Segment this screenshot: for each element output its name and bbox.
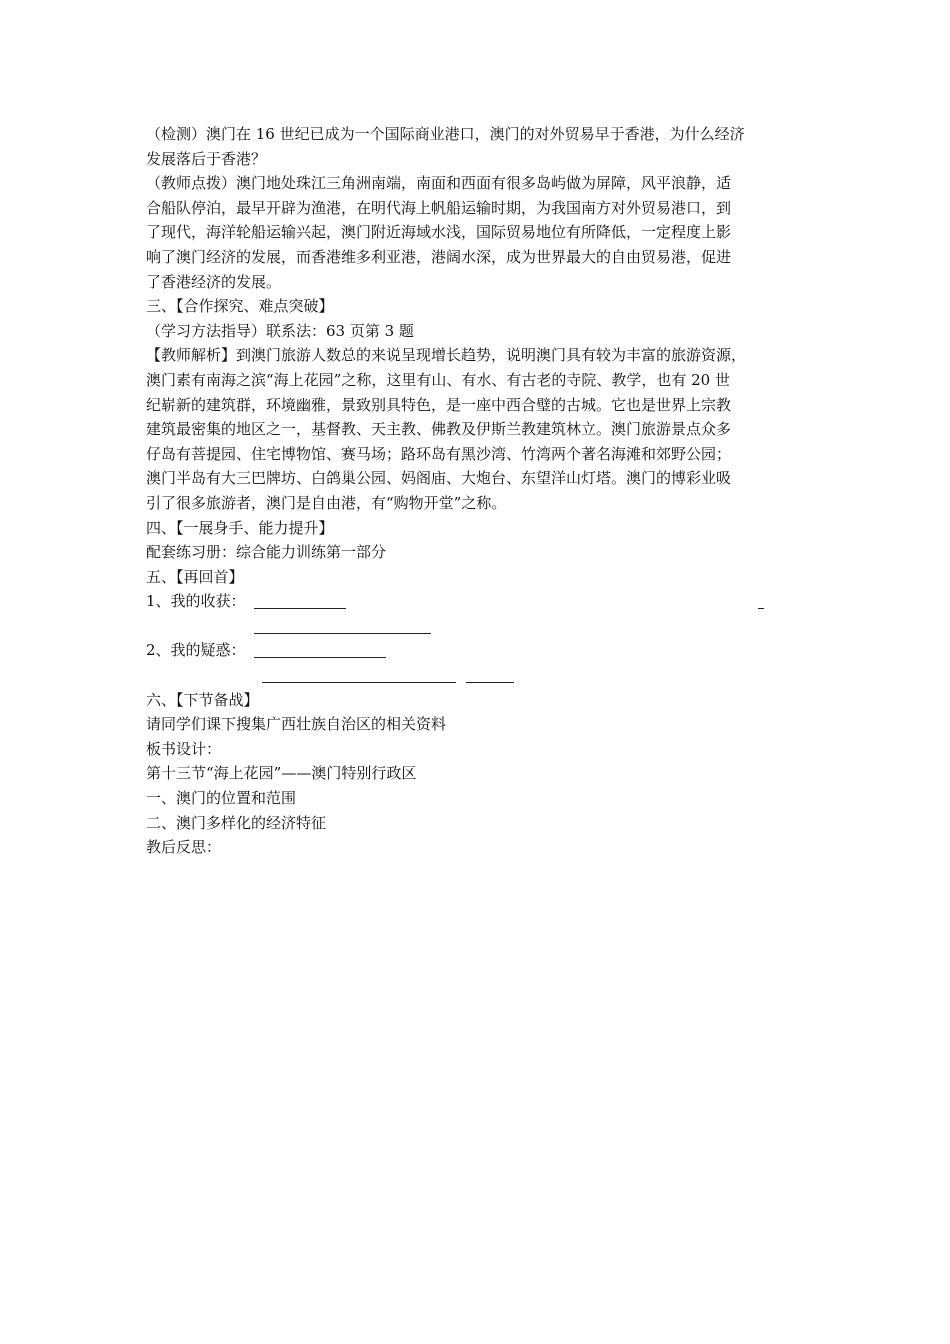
text-line: 合船队停泊，最早开辟为渔港，在明代海上帆船运输时期，为我国南方对外贸易港口，到 [146, 198, 732, 217]
text-line: 了现代，海洋轮船运输兴起，澳门附近海域水浅，国际贸易地位有所降低，一定程度上影 [146, 223, 732, 242]
section-heading: 四、【一展身手、能力提升】 [146, 518, 334, 537]
document-page [146, 122, 811, 860]
text-line: （教师点拨）澳门地处珠江三角洲南端，南面和西面有很多岛屿做为屏障，风平浪静，适 [146, 174, 732, 193]
section-heading: 三、【合作探究、难点突破】 [146, 297, 334, 316]
harvest-blank-end [758, 608, 764, 609]
doubt-row-continued [146, 663, 811, 688]
harvest-blank-2[interactable] [254, 633, 431, 634]
doubt-blank-3[interactable] [466, 682, 514, 683]
text-line: 澳门素有南海之滨“海上花园”之称，这里有山、有水、有古老的寺院、教学，也有 20 世 [146, 370, 730, 389]
text-line: 仔岛有菩提园、住宅博物馆、赛马场；路环岛有黑沙湾、竹湾两个著名海滩和郊野公园； [146, 444, 732, 463]
text-line: 发展落后于香港？ [146, 149, 267, 168]
text-line: 【教师解析】到澳门旅游人数总的来说呈现增长趋势，说明澳门具有较为丰富的旅游资源， [146, 346, 747, 365]
text-line: 澳门半岛有大三巴牌坊、白鸽巢公园、妈阁庙、大炮台、东望洋山灯塔。澳门的博彩业吸 [146, 469, 732, 488]
text-line: （检测）澳门在 16 世纪已成为一个国际商业港口，澳门的对外贸易早于香港，为什么经济 [146, 125, 745, 143]
board-item: 二、澳门多样化的经济特征 [146, 813, 327, 832]
text-line: 教后反思： [146, 838, 222, 857]
board-item: 一、澳门的位置和范围 [146, 789, 297, 808]
section-heading: 六、【下节备战】 [146, 690, 259, 709]
harvest-label: 1、我的收获： [146, 592, 246, 611]
text-line: 配套练习册：综合能力训练第一部分 [146, 543, 387, 562]
doubt-blank-2[interactable] [262, 682, 456, 683]
text-line: 了香港经济的发展。 [146, 272, 282, 291]
text-line: 建筑最密集的地区之一，基督教、天主教、佛教及伊斯兰教建筑林立。澳门旅游景点众多 [146, 420, 732, 439]
section-heading: 五、【再回首】 [146, 567, 244, 586]
text-line: （学习方法指导）联系法：63 页第 3 题 [146, 321, 414, 340]
board-title: 第十三节“海上花园”——澳门特别行政区 [146, 764, 417, 783]
text-line: 请同学们课下搜集广西壮族自治区的相关资料 [146, 715, 447, 734]
text-line: 引了很多旅游者，澳门是自由港，有“购物开堂”之称。 [146, 493, 507, 512]
text-line: 响了澳门经济的发展，而香港维多利亚港，港阔水深，成为世界最大的自由贸易港，促进 [146, 247, 732, 266]
doubt-row [146, 638, 811, 663]
doubt-label: 2、我的疑惑： [146, 641, 246, 660]
harvest-row-continued [146, 614, 811, 639]
harvest-blank[interactable] [254, 608, 346, 609]
harvest-row [146, 589, 811, 614]
text-line: 板书设计： [146, 739, 222, 758]
doubt-blank[interactable] [254, 657, 386, 658]
text-line: 纪崭新的建筑群，环境幽雅，景致别具特色，是一座中西合璧的古城。它也是世界上宗教 [146, 395, 732, 414]
